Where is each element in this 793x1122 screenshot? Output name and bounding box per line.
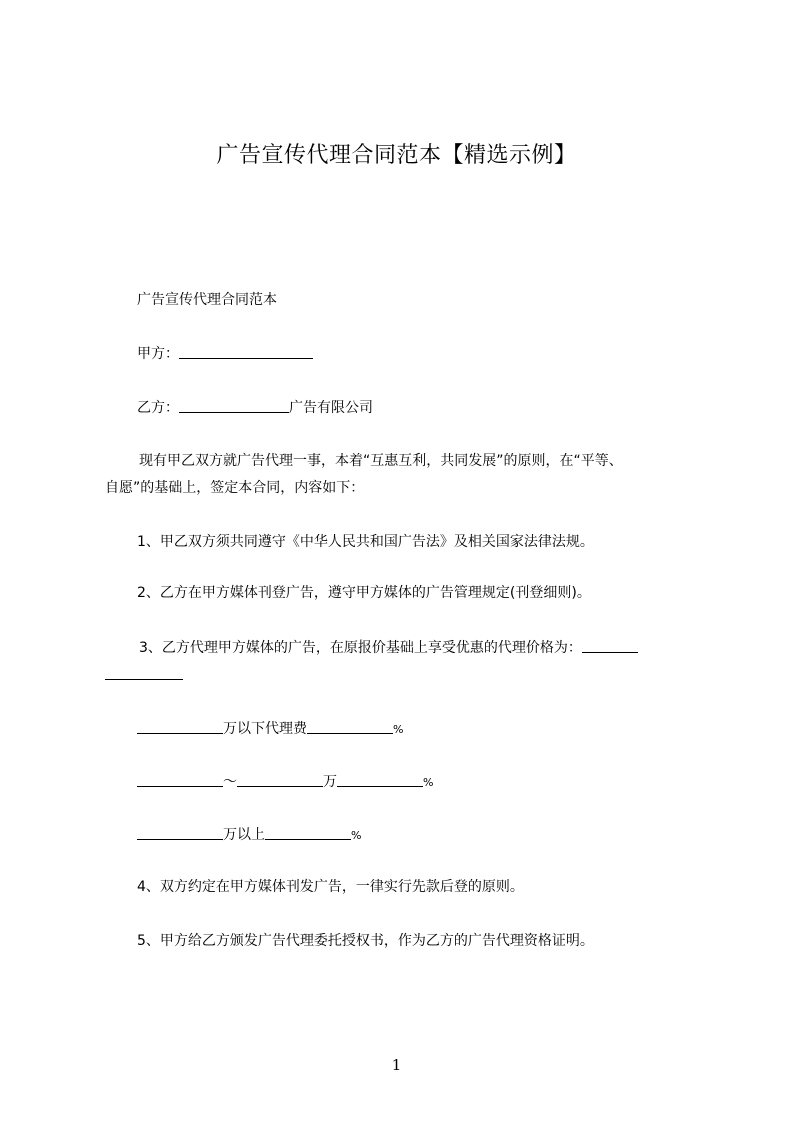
document-title: 广告宣传代理合同范本【精选示例】 bbox=[216, 143, 577, 168]
rate-row-3 bbox=[137, 824, 361, 846]
clause-3-continuation bbox=[105, 664, 183, 685]
rate-row-2 bbox=[137, 771, 433, 793]
rate-3-percent-blank bbox=[265, 825, 351, 840]
rate-3-percent: % bbox=[351, 829, 362, 842]
rate-3-amount-blank bbox=[137, 825, 223, 840]
clause-4: 4、双方约定在甲方媒体刊发广告，一律实行先款后登的原则。 bbox=[137, 879, 524, 895]
clause-5: 5、甲方给乙方颁发广告代理委托授权书，作为乙方的广告代理资格证明。 bbox=[137, 933, 594, 949]
rate-1-percent-blank bbox=[307, 719, 393, 734]
party-b-line bbox=[137, 397, 373, 418]
clause-3-blank bbox=[582, 638, 638, 653]
clause-3-line bbox=[139, 637, 638, 658]
rate-2-to-blank bbox=[237, 772, 323, 787]
rate-1-text: 万以下代理费 bbox=[223, 721, 307, 737]
party-a-line bbox=[137, 343, 313, 364]
rate-2-percent-blank bbox=[337, 772, 423, 787]
intro-line-1: 现有甲乙双方就广告代理一事，本着“互惠互利，共同发展”的原则，在“平等、 bbox=[139, 453, 623, 469]
rate-1-amount-blank bbox=[137, 719, 223, 734]
party-b-label: 乙方： bbox=[137, 400, 179, 416]
clause-2: 2、乙方在甲方媒体刊登广告，遵守甲方媒体的广告管理规定(刊登细则)。 bbox=[137, 585, 591, 601]
party-b-suffix: 广告有限公司 bbox=[289, 400, 373, 416]
party-b-blank bbox=[179, 398, 289, 413]
rate-row-1 bbox=[137, 718, 403, 740]
rate-3-text: 万以上 bbox=[223, 827, 265, 843]
intro-line-2: 自愿”的基础上，签定本合同，内容如下： bbox=[105, 480, 365, 496]
clause-1: 1、甲乙双方须共同遵守《中华人民共和国广告法》及相关国家法律法规。 bbox=[137, 534, 594, 550]
contract-heading: 广告宣传代理合同范本 bbox=[137, 292, 277, 308]
rate-1-percent: % bbox=[393, 723, 404, 736]
party-a-label: 甲方： bbox=[137, 346, 179, 362]
rate-2-tilde: ～ bbox=[223, 774, 237, 790]
rate-2-unit: 万 bbox=[323, 774, 337, 790]
party-a-blank bbox=[179, 344, 313, 359]
clause-3: 3、乙方代理甲方媒体的广告，在原报价基础上享受优惠的代理价格为： bbox=[139, 640, 582, 656]
rate-2-from-blank bbox=[137, 772, 223, 787]
clause-3-blank-continued bbox=[105, 665, 183, 680]
page-number: 1 bbox=[391, 1056, 402, 1074]
rate-2-percent: % bbox=[423, 776, 434, 789]
